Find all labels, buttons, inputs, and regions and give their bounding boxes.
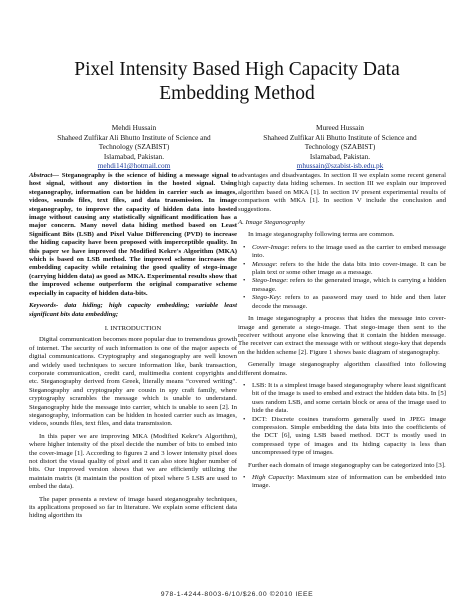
- list-item: • Stego-Key: refers to as password may used to hide and then later decode the message.: [252, 294, 446, 311]
- title-line-2: Embedding Method: [159, 83, 315, 104]
- author-email-link[interactable]: mehdi141@hotmail.com: [97, 161, 171, 170]
- list-item: • Message: refers to the hide the data bits into cover-image. It can be plain text or some other image as a message.: [252, 261, 446, 278]
- left-column: [29, 172, 237, 525]
- intro-paragraph-2: In this paper we are improving MKA (Modified Kekre’s Algorithm), where higher intensity of the pixel decide the number of bits to embed into the cover-image [1]. According to figures 2 and 3 lower intensity pixel does not distort the visual quality of pixel and it can also store higher number of bits. Our improved version shows that we are efficiently utilizing the maintain matrix (it maintain the position of pixel where 5 LSB are used to embed the data).: [29, 432, 237, 491]
- abstract-label: Abstract—: [29, 172, 60, 179]
- list-item: • LSB: It is a simplest image based steganography where least significant bit of the image is used to embed and extract the hidden data bits. In [5] uses random LSB, and some certain block or area of the image used to hide the data.: [252, 382, 446, 416]
- author-email-link[interactable]: mhussain@szabist-isb.edu.pk: [296, 161, 384, 170]
- author-block-2: [250, 123, 430, 171]
- author-name: Mehdi Hussain: [111, 123, 157, 132]
- list-item: • High Capacity: Maximum size of information can be embedded into image.: [252, 474, 446, 491]
- copyright-footer: 978-1-4244-8003-6/10/$26.00 ©2010 IEEE: [160, 591, 314, 598]
- categories-list: [238, 474, 446, 491]
- author-city: Islamabad, Pakistan.: [103, 151, 165, 161]
- process-paragraph: In image steganography a process that hides the message into cover-image and generate a stego-image. That stego-image then sent to the receiver without anyone else knowing that it contain the hidden message. The receiver can extract the message with or without stego-key that depends on the hidden scheme [2]. Figure 1 shows basic diagram of steganography.: [238, 315, 446, 356]
- categories-intro: Further each domain of image steganography can be categorized into [3].: [248, 461, 446, 469]
- abstract: [29, 172, 237, 298]
- author-affiliation: Shaheed Zulfikar Ali Bhutto Institute of Science and: [263, 132, 417, 142]
- terms-list: [238, 244, 446, 311]
- list-item: • Cover-Image: refers to the image used as the carrier to embed message into.: [252, 244, 446, 261]
- right-column: [238, 172, 446, 495]
- keywords-label: Keywords-: [29, 302, 59, 310]
- domains-intro: Generally image steganography algorithm classified into following different domains.: [238, 361, 446, 377]
- domains-list: [238, 382, 446, 458]
- author-affiliation-2: Technology (SZABIST): [98, 142, 170, 151]
- author-affiliation: Shaheed Zulfikar Ali Bhutto Institute of Science and: [57, 132, 211, 142]
- intro-paragraph-3: The paper presents a review of image based steganogprahy techniques, its applications proposed so far in literature. We explain some efficient data hiding algorithm its: [29, 495, 237, 520]
- list-item: • Stego-Image: refers to the generated image, which is carrying a hidden message.: [252, 277, 446, 294]
- author-affiliation-2: Technology (SZABIST): [304, 142, 376, 151]
- author-block-1: [44, 123, 224, 171]
- intro-paragraph-1: Digital communication becomes more popular due to tremendous growth of internet. The security of such information is one of the major aspects of digital communications. Cryptography and steganography are well known and widely used techniques to secure information like, bank transaction, corporate communication, credit card, multimedia content copyrights and etc. Steganography derived from Greek, literally means “covered writing”. Steganography and cryptography are cousin in spy craft family, where cryptography scrambles the message which is unable to understand. Steganography hide the message into carrier, which is unable to seen [2]. In steganography, information can be hidden in hosted carrier such as images, videos, sounds files, text files, and data transmission.: [29, 336, 237, 428]
- terms-intro: In image steganography following terms are common.: [248, 231, 395, 239]
- author-city: Islamabad, Pakistan.: [309, 151, 371, 161]
- list-item: • DCT: Discrete cosines transform generally used in JPEG image compression. Simple embedding the data bits into the coefficients of the DCT [6], using LSB based method. DCT is mostly used in compressed type of images and its hiding capacity is less than uncompressed type of images.: [252, 416, 446, 458]
- section-heading-introduction: I. INTRODUCTION: [104, 324, 162, 332]
- keywords-text: data hiding; high capacity embedding; variable least significant bits data embedding;: [29, 302, 237, 318]
- author-name: Mureed Hussain: [315, 123, 365, 132]
- intro-paragraph-4: advantages and disadvantages. In section II we explain some recent general high capacity data hiding schemes. In section III we explain our improved algorithm based on MKA [1]. In section IV present experimental results of comparison with MKA [1]. In section V include the conclusion and suggestions.: [238, 172, 446, 213]
- title-line-1: Pixel Intensity Based High Capacity Data: [74, 59, 400, 80]
- paper-title: [40, 58, 434, 106]
- abstract-text: Steganography is the science of hiding a message signal to host signal, without any distortion in the hosted signal. Using steganography, information can be hidden in carrier such as images, videos, sounds files, text files, and data transmission. In image steganography, to improve the capacity of hidden data into hosted image without causing any statistically significant modification has a major concern. Many novel data hiding method based on Least Significant Bits (LSB) and Pixel Value Differencing (PVD) to increase the hiding capacity have been proposed with imperceptible quality. In this paper we have improved the Modified Kekre's Algorithm (MKA) which is based on LSB method. The improved scheme increases the embedding capacity while retaining the good quality of stego-image (carrying hidden data) as good as MKA. Experimental results show that the improved scheme outperform the original comparative scheme especially in capacity of hidden data-bits.: [29, 172, 237, 297]
- subsection-heading-image-steganography: A. Image Steganography: [238, 219, 305, 227]
- keywords: [29, 302, 237, 319]
